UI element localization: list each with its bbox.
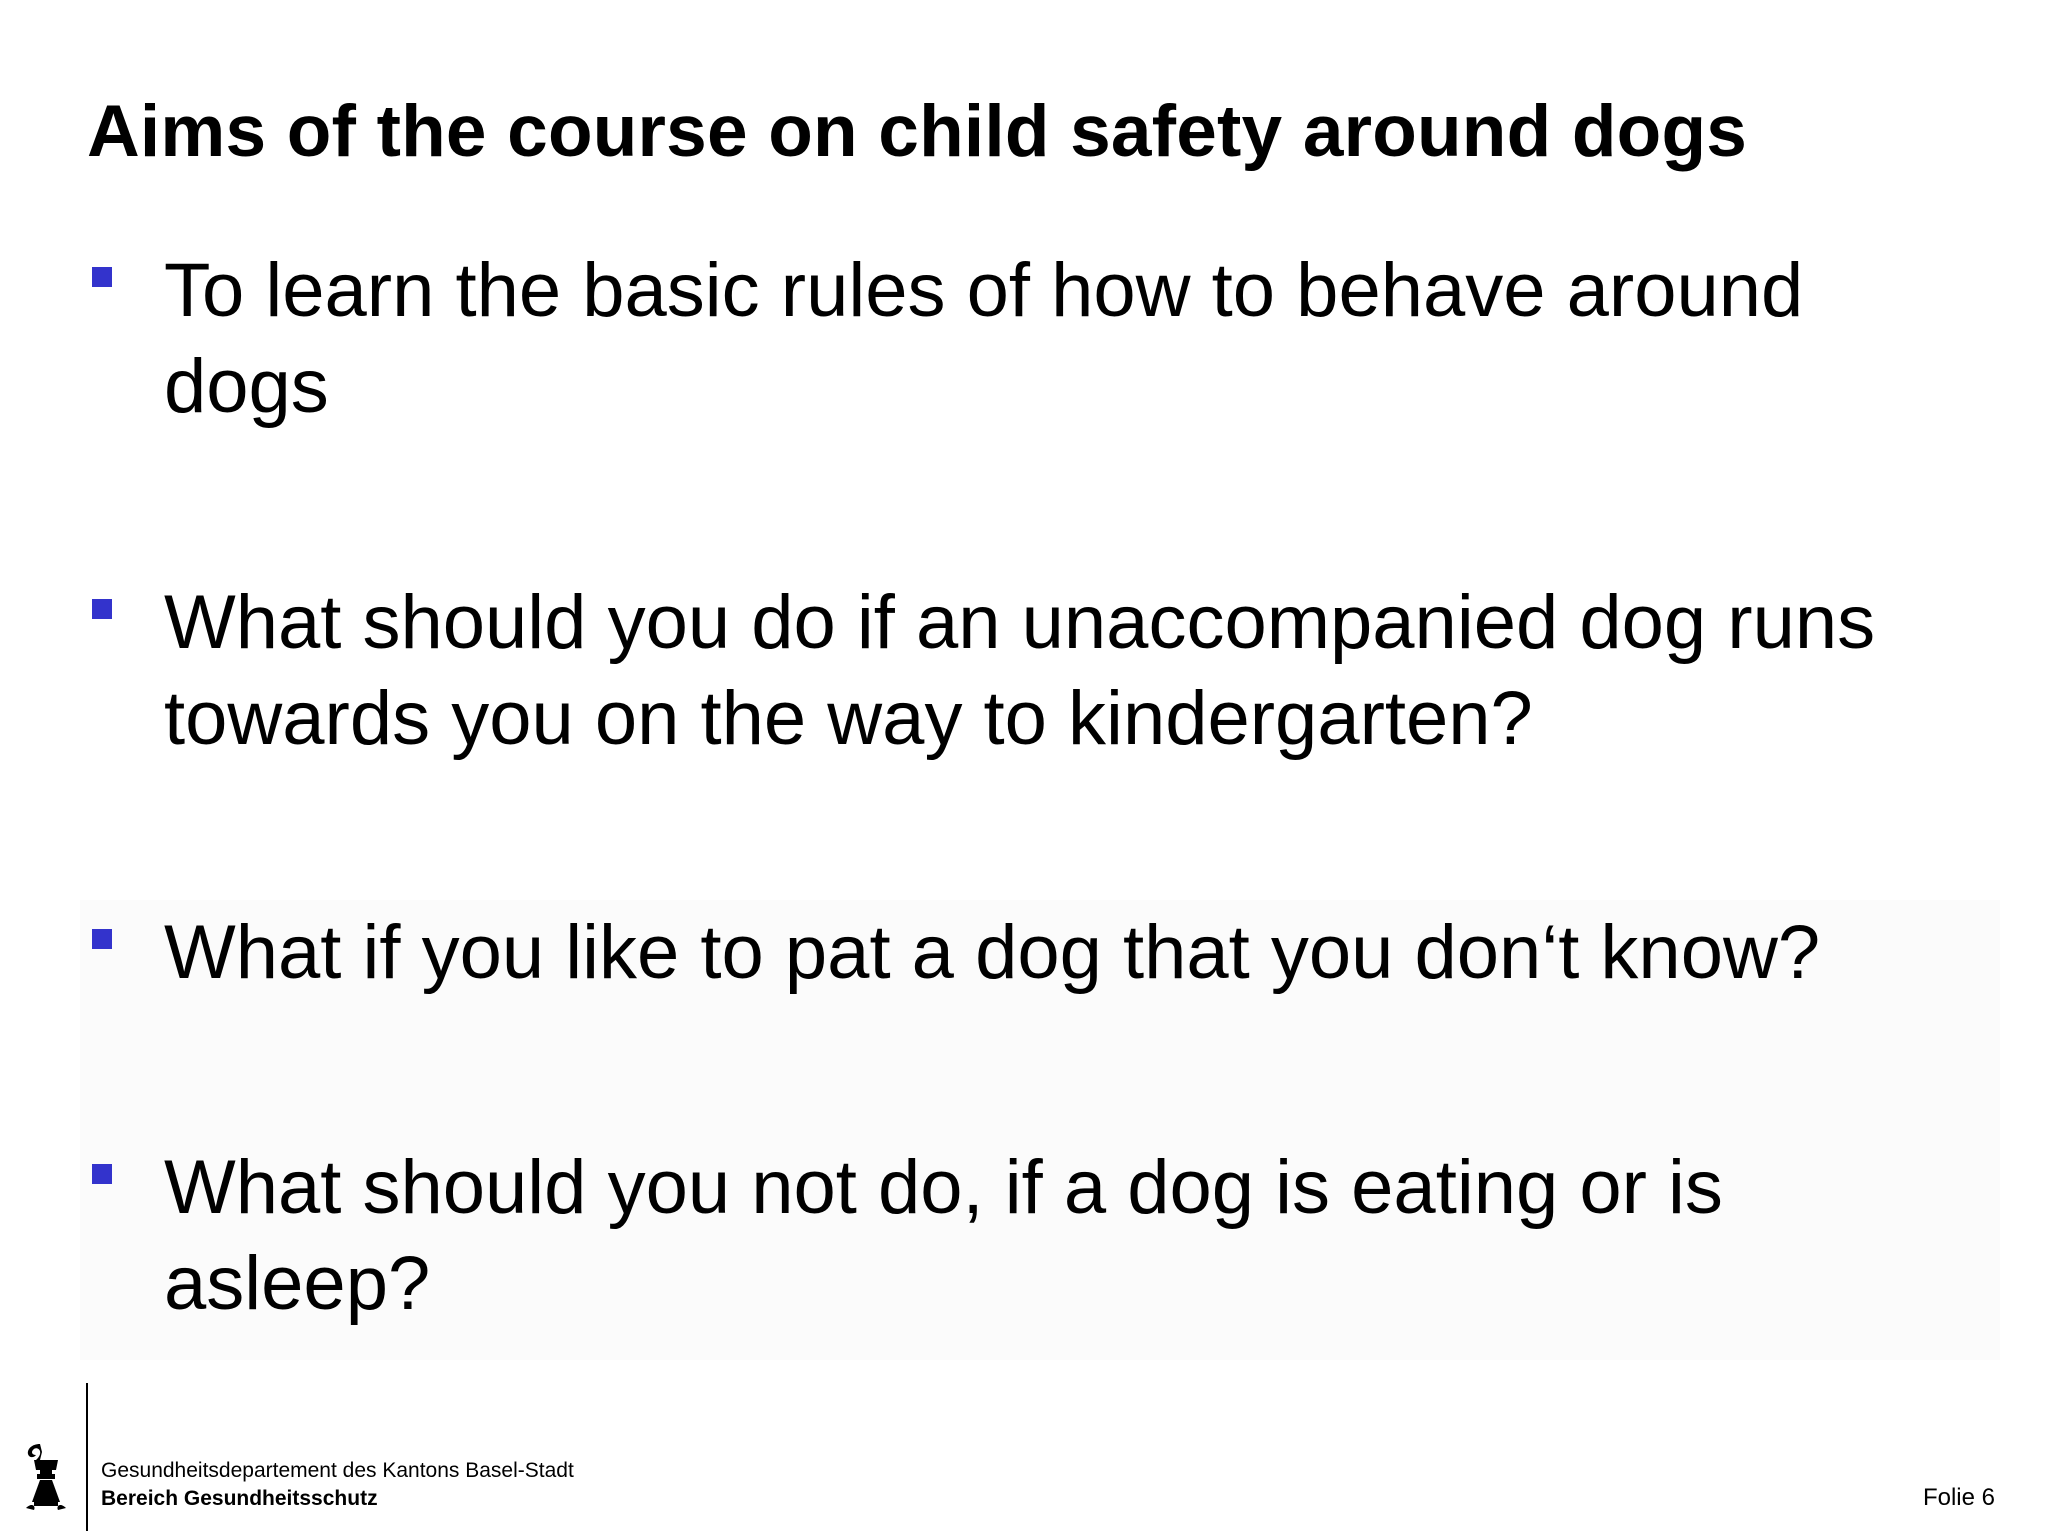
bullet-text: To learn the basic rules of how to behave around dogs (164, 248, 1804, 429)
slide-title: Aims of the course on child safety around dogs (87, 91, 1748, 172)
footer-department: Bereich Gesundheitsschutz (101, 1487, 378, 1510)
square-bullet-icon (92, 929, 112, 949)
square-bullet-icon (92, 1164, 112, 1184)
bullet-text: What should you not do, if a dog is eating or is asleep? (164, 1145, 1723, 1326)
bullet-text: What if you like to pat a dog that you don‘t know? (164, 910, 1821, 995)
square-bullet-icon (92, 599, 112, 619)
footer-divider (86, 1383, 88, 1531)
square-bullet-icon (92, 267, 112, 287)
bullet-text: What should you do if an unaccompanied dog runs towards you on the way to kindergarten? (164, 580, 1876, 761)
footer-organization: Gesundheitsdepartement des Kantons Basel-Stadt (101, 1459, 574, 1482)
page-number: Folie 6 (1922, 1484, 1995, 1511)
basel-crest-icon (22, 1440, 70, 1512)
